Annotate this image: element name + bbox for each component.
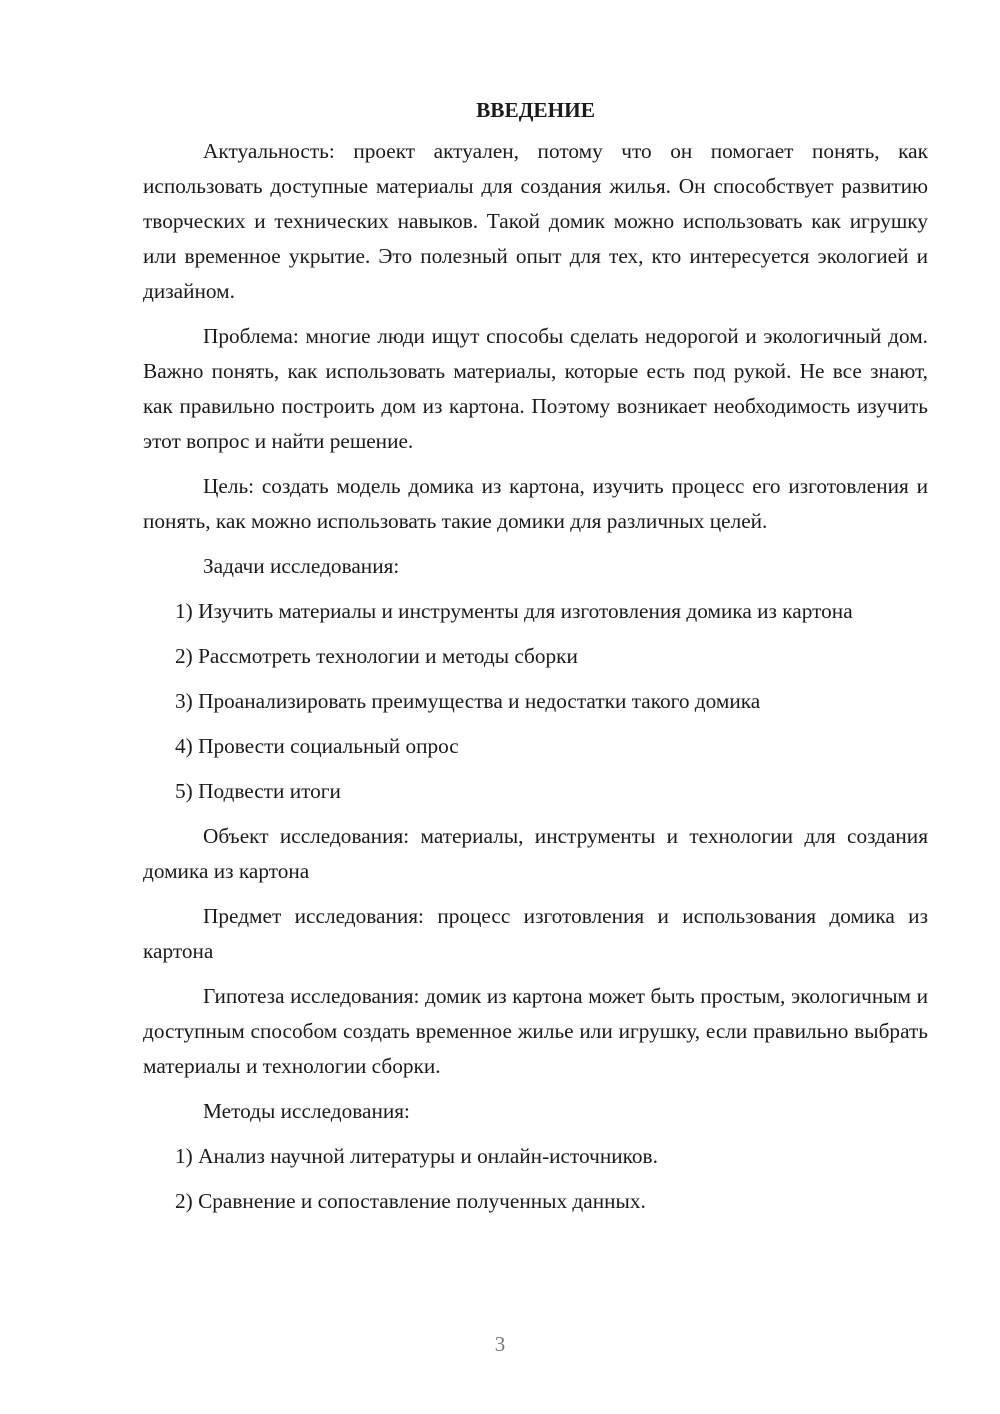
list-item: 2) Рассмотреть технологии и методы сборки <box>175 644 578 668</box>
list-item: 2) Сравнение и сопоставление полученных данных. <box>175 1189 646 1213</box>
relevance-paragraph: Актуальность: проект актуален, потому что он помогает понять, как использовать доступные материалы для создания жилья. Он способствует развитию творческих и технических навыков. Такой домик можно использовать как игрушку или временное укрытие. Это полезный опыт для тех, кто интересуется экологией и дизайном. <box>143 139 928 303</box>
list-item: 1) Анализ научной литературы и онлайн-источников. <box>175 1144 658 1168</box>
list-item: 1) Изучить материалы и инструменты для изготовления домика из картона <box>175 599 853 623</box>
document-page <box>143 92 928 1229</box>
subject-paragraph: Предмет исследования: процесс изготовления и использования домика из картона <box>143 904 928 963</box>
methods-heading: Методы исследования: <box>203 1099 410 1123</box>
goal-paragraph: Цель: создать модель домика из картона, изучить процесс его изготовления и понять, как можно использовать такие домики для различных целей. <box>143 474 928 533</box>
problem-paragraph: Проблема: многие люди ищут способы сделать недорогой и экологичный дом. Важно понять, как использовать материалы, которые есть под рукой. Не все знают, как правильно построить дом из картона. Поэтому возникает необходимость изучить этот вопрос и найти решение. <box>143 324 928 453</box>
object-paragraph: Объект исследования: материалы, инструменты и технологии для создания домика из картона <box>143 824 928 883</box>
list-item: 3) Проанализировать преимущества и недостатки такого домика <box>175 689 761 713</box>
list-item: 4) Провести социальный опрос <box>175 734 459 758</box>
page-title: ВВЕДЕНИЕ <box>476 98 595 122</box>
hypothesis-paragraph: Гипотеза исследования: домик из картона может быть простым, экологичным и доступным способом создать временное жилье или игрушку, если правильно выбрать материалы и технологии сборки. <box>143 984 928 1078</box>
list-item: 5) Подвести итоги <box>175 779 341 803</box>
page-number: 3 <box>494 1332 506 1356</box>
tasks-heading: Задачи исследования: <box>203 554 400 578</box>
